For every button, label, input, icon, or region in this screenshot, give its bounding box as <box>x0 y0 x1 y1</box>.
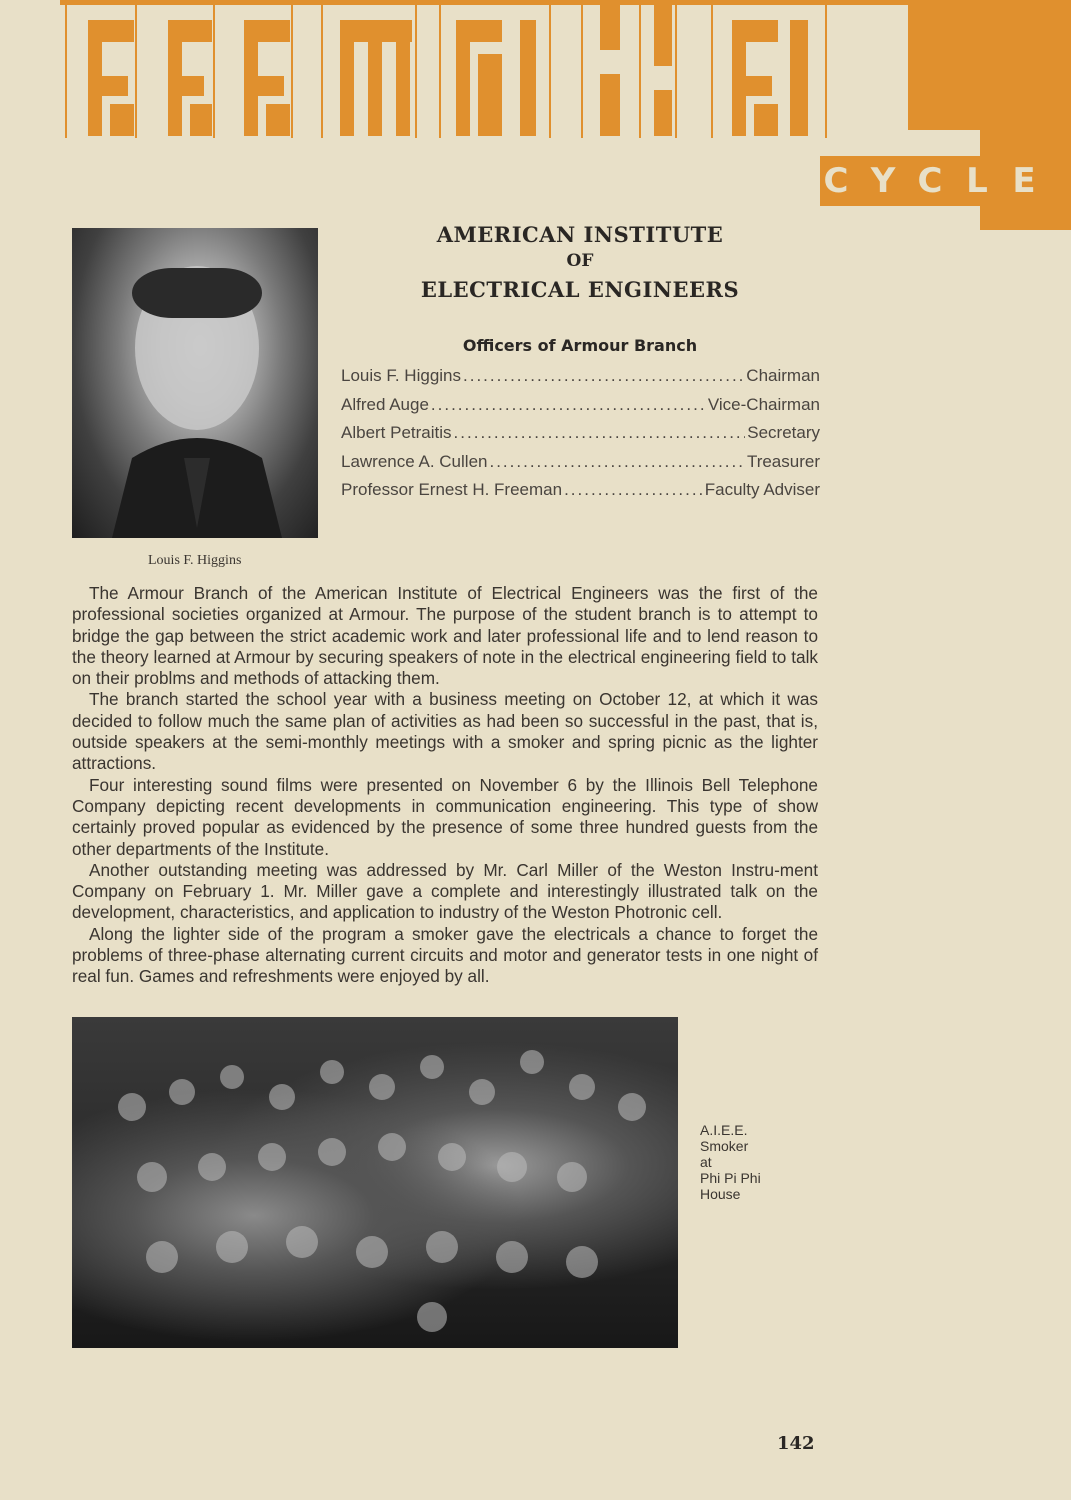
title-line-1: AMERICAN INSTITUTE <box>436 222 724 247</box>
leader-dots <box>564 480 703 500</box>
paragraph: Four interesting sound films were presented on November 6 by the Illinois Bell Telephone Company depicting recent developments in communication engineering. This type of show certainly proved popular as evidenced by the presence of some three hundred guests from the other departments of the Institute. <box>72 774 818 859</box>
caption-line: Phi Pi Phi <box>700 1170 761 1186</box>
group-photo <box>72 1017 678 1348</box>
officer-role: Chairman <box>746 366 820 385</box>
leader-dots <box>489 452 744 472</box>
portrait-caption: Louis F. Higgins <box>148 553 242 568</box>
leader-dots <box>431 395 706 415</box>
officer-row <box>341 395 820 424</box>
officer-name: Alfred Auge <box>341 394 429 414</box>
portrait-photo <box>72 228 318 538</box>
officer-role: Faculty Adviser <box>704 480 820 499</box>
officer-name: Professor Ernest H. Freeman <box>341 480 563 499</box>
caption-line: at <box>700 1154 712 1170</box>
officer-role: Secretary <box>747 423 820 442</box>
cycle-letter-2: Y <box>870 161 898 201</box>
crowd-silhouette-icon <box>72 1017 678 1348</box>
leader-dots <box>463 366 744 386</box>
title-line-3: ELECTRICAL ENGINEERS <box>420 277 740 302</box>
paragraph: The branch started the school year with a business meeting on October 12, at which it was decided to follow much the same plan of activities as had been so successful in the past, that is, outside speakers at the semi-monthly meetings with a smoker and spring picnic as the lighter attractions. <box>72 689 818 774</box>
page-title <box>340 222 820 302</box>
cycle-letter-5: E <box>1012 161 1038 201</box>
title-line-2: OF <box>566 251 594 271</box>
header-decoration <box>0 0 1071 240</box>
officer-row <box>341 480 820 509</box>
cycle-letter-1: C <box>823 161 851 201</box>
officer-name: Albert Petraitis <box>341 423 452 442</box>
officer-role: Vice-Chairman <box>707 394 820 414</box>
cycle-letter-3: C <box>917 161 945 201</box>
officer-row <box>341 452 820 481</box>
officers-list <box>341 366 820 509</box>
officers-heading: Officers of Armour Branch <box>462 336 698 355</box>
group-photo-caption <box>700 1122 761 1202</box>
caption-line: A.I.E.E. <box>700 1122 748 1138</box>
caption-line: Smoker <box>700 1138 749 1154</box>
officer-role: Treasurer <box>746 451 820 471</box>
officer-row <box>341 366 820 395</box>
officer-name: Lawrence A. Cullen <box>341 451 488 471</box>
officer-row <box>341 423 820 452</box>
caption-line: House <box>700 1186 741 1202</box>
officer-name: Louis F. Higgins <box>341 366 462 385</box>
cycle-logo <box>816 160 1046 202</box>
article-body <box>72 583 818 988</box>
cycle-letter-4: L <box>966 161 990 201</box>
paragraph: The Armour Branch of the American Institute of Electrical Engineers was the first of the professional societies organized at Armour. The purpose of the student branch is to attempt to bridge the gap between the strict academic work and later professional life and to lend reason to the theory learned at Armour by securing speakers of note in the electrical engineering field to talk on their problms and methods of attacking them. <box>72 583 818 689</box>
page-number: 142 <box>777 1433 815 1454</box>
paragraph: Along the lighter side of the program a smoker gave the electricals a chance to forget the problems of three-phase alternating current circuits and motor and generator tests in one night of real fun. Games and refreshments were enjoyed by all. <box>72 923 818 987</box>
portrait-silhouette-icon <box>72 228 318 538</box>
paragraph: Another outstanding meeting was addressed by Mr. Carl Miller of the Weston Instru-ment Company on February 1. Mr. Miller gave a complete and interestingly illustrated talk on the development, characteristics, and application to industry of the Weston Photronic cell. <box>72 859 818 923</box>
leader-dots <box>454 423 746 443</box>
